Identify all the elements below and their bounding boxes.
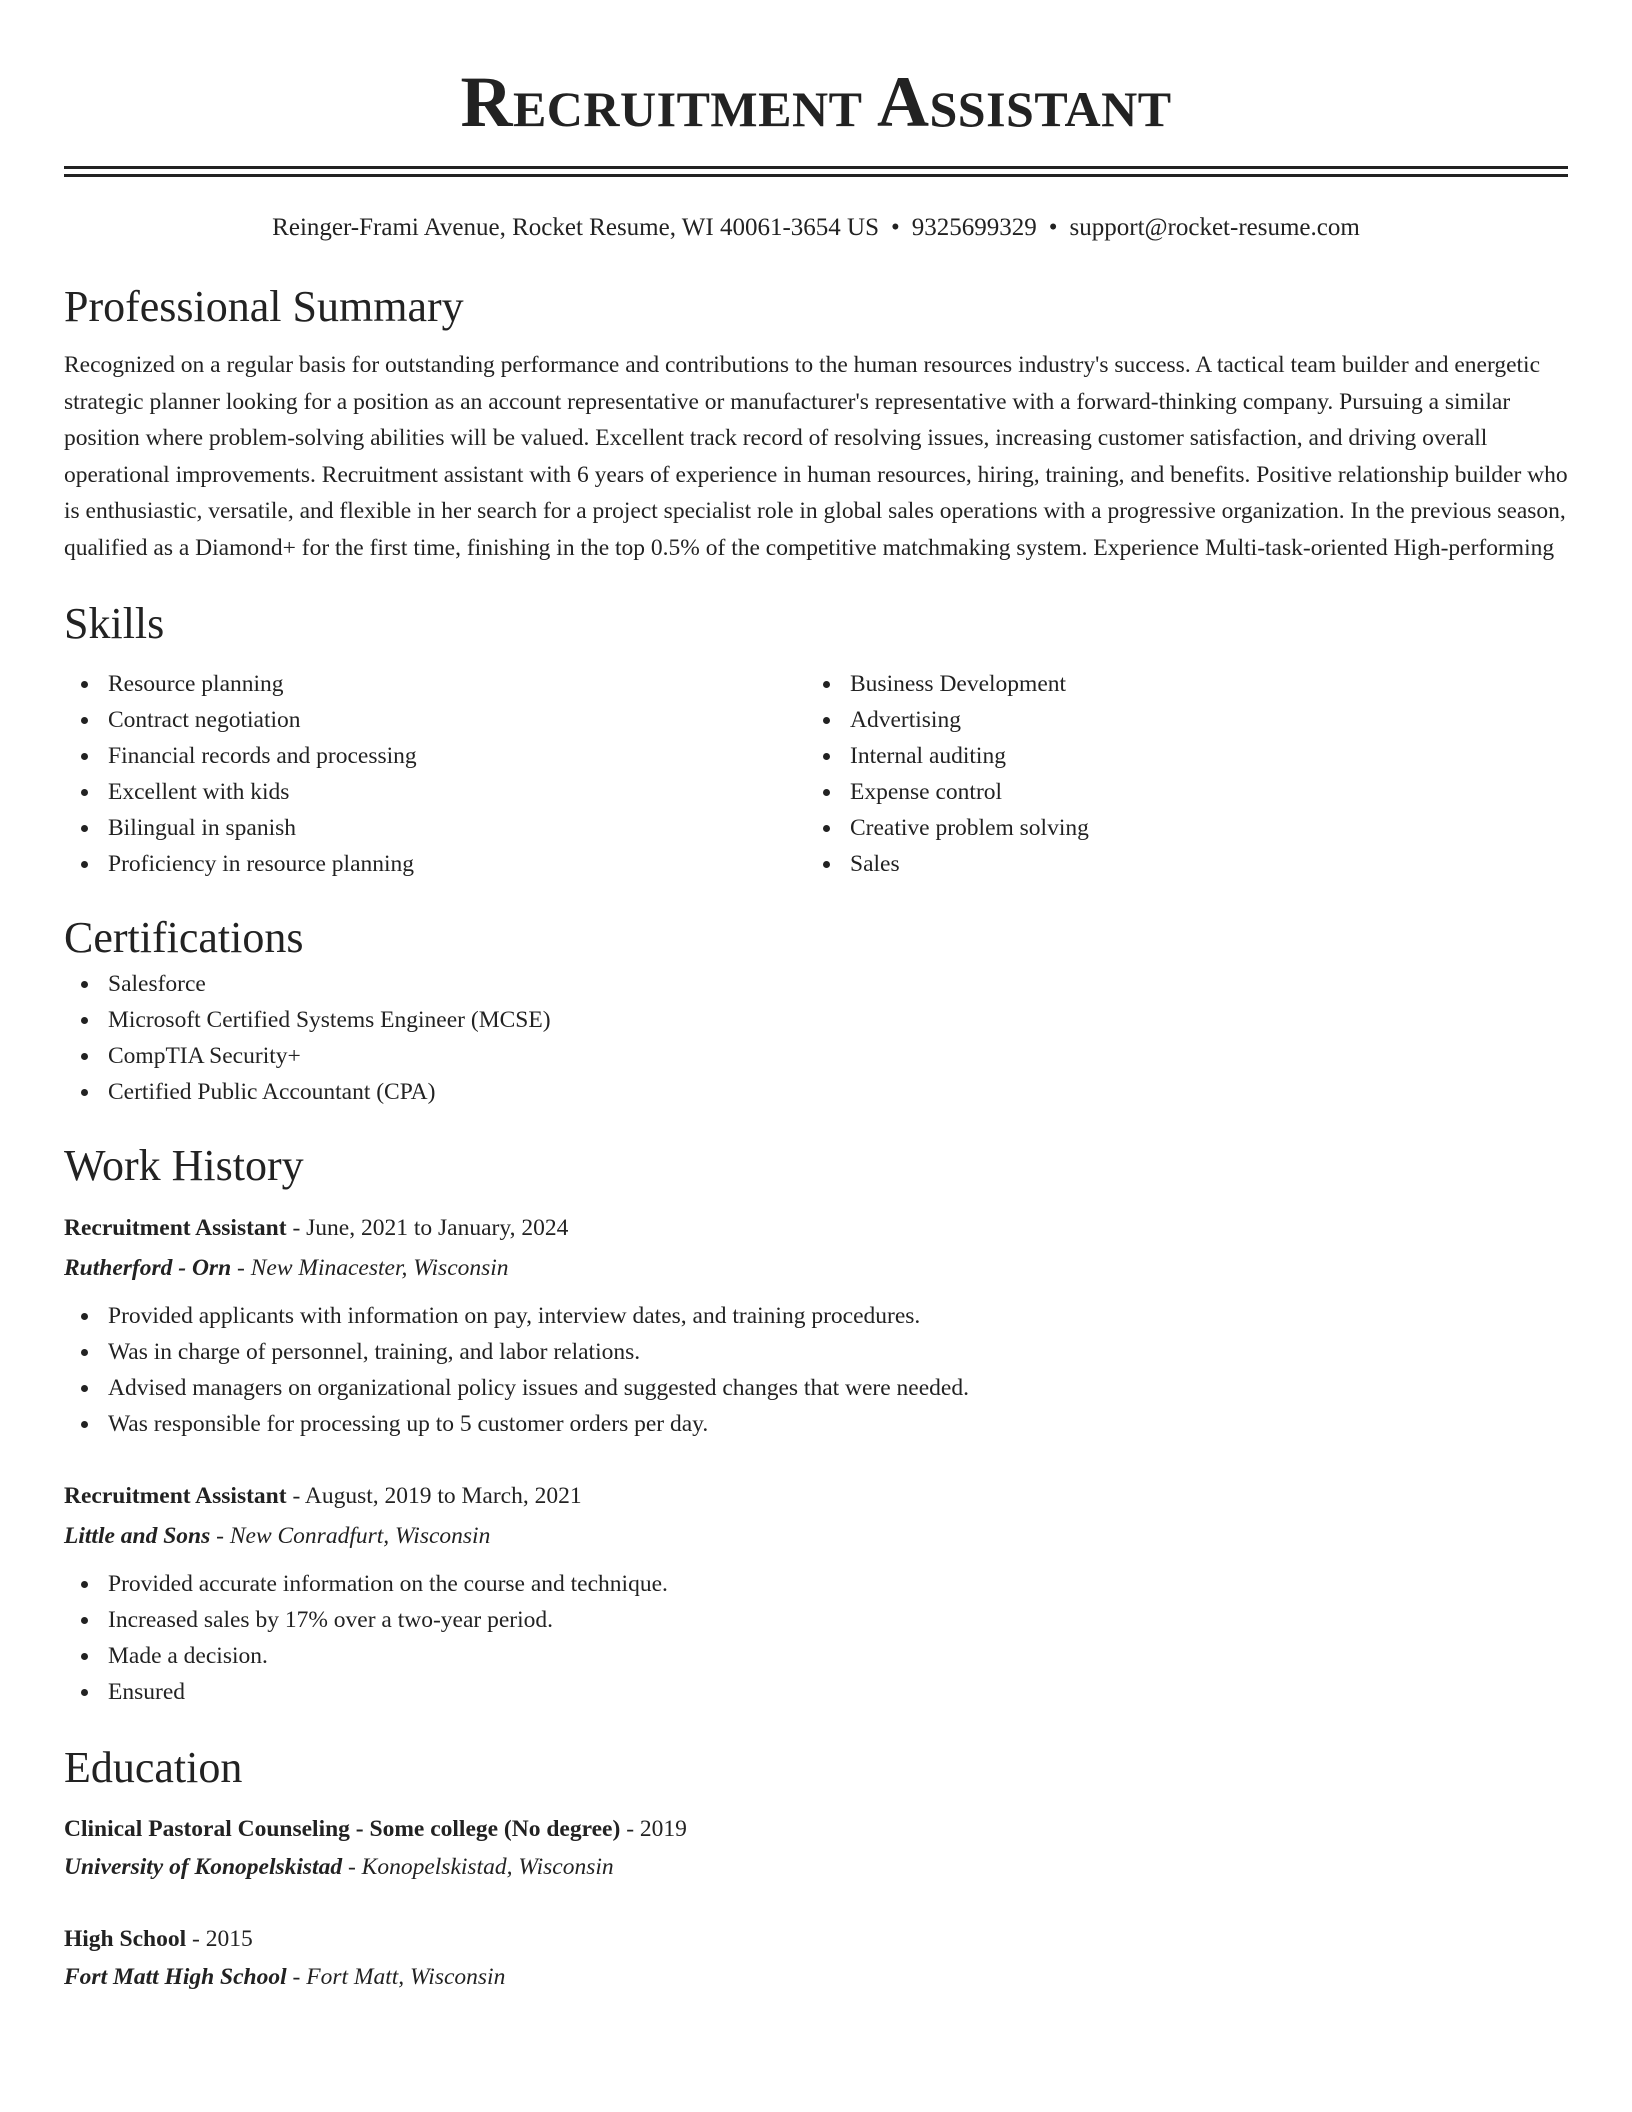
contact-separator: • (890, 214, 900, 241)
certifications-list (64, 966, 1568, 1110)
job-location: New Minacester, Wisconsin (250, 1255, 509, 1281)
job-title: Recruitment Assistant (64, 1483, 287, 1509)
education-entry (64, 1810, 1568, 1886)
summary-heading: Professional Summary (64, 282, 464, 331)
contact-line (64, 211, 1568, 245)
education-heading: Education (64, 1743, 243, 1792)
job-location: New Conradfurt, Wisconsin (229, 1523, 491, 1549)
skills-grid (64, 666, 1568, 882)
job-entry (64, 1208, 1568, 1442)
job-dates: June, 2021 to January, 2024 (306, 1215, 569, 1241)
certification-item: Certified Public Accountant (CPA) (64, 1074, 1568, 1110)
certifications-heading: Certifications (64, 913, 304, 962)
skill-item: Excellent with kids (64, 774, 806, 810)
skill-item: Business Development (806, 666, 1548, 702)
skill-item: Internal auditing (806, 738, 1548, 774)
job-company: Rutherford - Orn (64, 1255, 232, 1281)
job-separator: - (286, 1215, 307, 1241)
skills-list-left (64, 666, 806, 882)
job-bullets (64, 1566, 1568, 1710)
job-company-line (64, 1248, 1568, 1288)
certification-item: CompTIA Security+ (64, 1038, 1568, 1074)
job-separator: - (231, 1255, 251, 1281)
education-degree-line (64, 1920, 1568, 1958)
skill-item: Advertising (806, 702, 1548, 738)
education-degree: High School (64, 1926, 187, 1952)
job-dates: August, 2019 to March, 2021 (304, 1483, 582, 1509)
education-year: 2019 (639, 1816, 687, 1842)
education-institution-line (64, 1848, 1568, 1886)
job-bullet: Was responsible for processing up to 5 customer orders per day. (64, 1406, 1568, 1442)
certification-item: Microsoft Certified Systems Engineer (MCSE) (64, 1002, 1568, 1038)
contact-email: support@rocket-resume.com (1069, 214, 1360, 241)
education-separator: - (286, 1964, 307, 1990)
job-separator: - (286, 1483, 305, 1509)
job-bullet: Provided applicants with information on pay, interview dates, and training procedures. (64, 1298, 1568, 1334)
job-title-line (64, 1476, 1568, 1516)
skill-item: Financial records and processing (64, 738, 806, 774)
education-institution: University of Konopelskistad (64, 1854, 343, 1880)
title-double-rule (64, 166, 1568, 177)
skill-item: Resource planning (64, 666, 806, 702)
education-separator: - (342, 1854, 362, 1880)
education-entry (64, 1920, 1568, 1996)
education-institution-line (64, 1958, 1568, 1996)
skill-item: Bilingual in spanish (64, 810, 806, 846)
education-degree-line (64, 1810, 1568, 1848)
job-title: Recruitment Assistant (64, 1215, 287, 1241)
education-separator: - (620, 1816, 640, 1842)
job-title-line (64, 1208, 1568, 1248)
skills-heading: Skills (64, 599, 165, 648)
job-bullet: Advised managers on organizational policy issues and suggested changes that were needed. (64, 1370, 1568, 1406)
job-bullet: Provided accurate information on the course and technique. (64, 1566, 1568, 1602)
job-bullets (64, 1298, 1568, 1442)
skill-item: Sales (806, 846, 1548, 882)
contact-address: Reinger-Frami Avenue, Rocket Resume, WI 40061-3654 US (272, 214, 879, 241)
job-company-line (64, 1516, 1568, 1556)
contact-separator: • (1048, 214, 1058, 241)
skill-item: Creative problem solving (806, 810, 1548, 846)
job-company: Little and Sons (64, 1523, 211, 1549)
skill-item: Expense control (806, 774, 1548, 810)
job-bullet: Made a decision. (64, 1638, 1568, 1674)
education-location: Fort Matt, Wisconsin (306, 1964, 506, 1990)
summary-text: Recognized on a regular basis for outstanding performance and contributions to the human resources industry's success. A tactical team builder and energetic strategic planner looking for a position as an account representative or manufacturer's representative with a forward-thinking company. Pursuing a similar position where problem-solving abilities will be valued. Excellent track record of resolving issues, increasing customer satisfaction, and driving overall operational improvements. Recruitment assistant with 6 years of experience in human resources, hiring, training, and benefits. Positive relationship builder who is enthusiastic, versatile, and flexible in her search for a project specialist role in global sales operations with a progressive organization. In the previous season, qualified as a Diamond+ for the first time, finishing in the top 0.5% of the competitive matchmaking system. Experience Multi-task-oriented High-performing (64, 352, 1568, 561)
job-separator: - (210, 1523, 230, 1549)
education-year: 2015 (205, 1926, 253, 1952)
education-degree: Clinical Pastoral Counseling - Some college (No degree) (64, 1816, 621, 1842)
job-bullet: Ensured (64, 1674, 1568, 1710)
skills-list-right (806, 666, 1548, 882)
job-bullet: Increased sales by 17% over a two-year period. (64, 1602, 1568, 1638)
work-history-heading: Work History (64, 1141, 304, 1190)
education-location: Konopelskistad, Wisconsin (361, 1854, 614, 1880)
skill-item: Contract negotiation (64, 702, 806, 738)
job-entry (64, 1476, 1568, 1710)
education-institution: Fort Matt High School (64, 1964, 287, 1990)
job-bullet: Was in charge of personnel, training, and labor relations. (64, 1334, 1568, 1370)
skill-item: Proficiency in resource planning (64, 846, 806, 882)
education-separator: - (186, 1926, 206, 1952)
certification-item: Salesforce (64, 966, 1568, 1002)
contact-phone: 9325699329 (911, 214, 1037, 241)
page-title: Recruitment Assistant (460, 62, 1172, 142)
